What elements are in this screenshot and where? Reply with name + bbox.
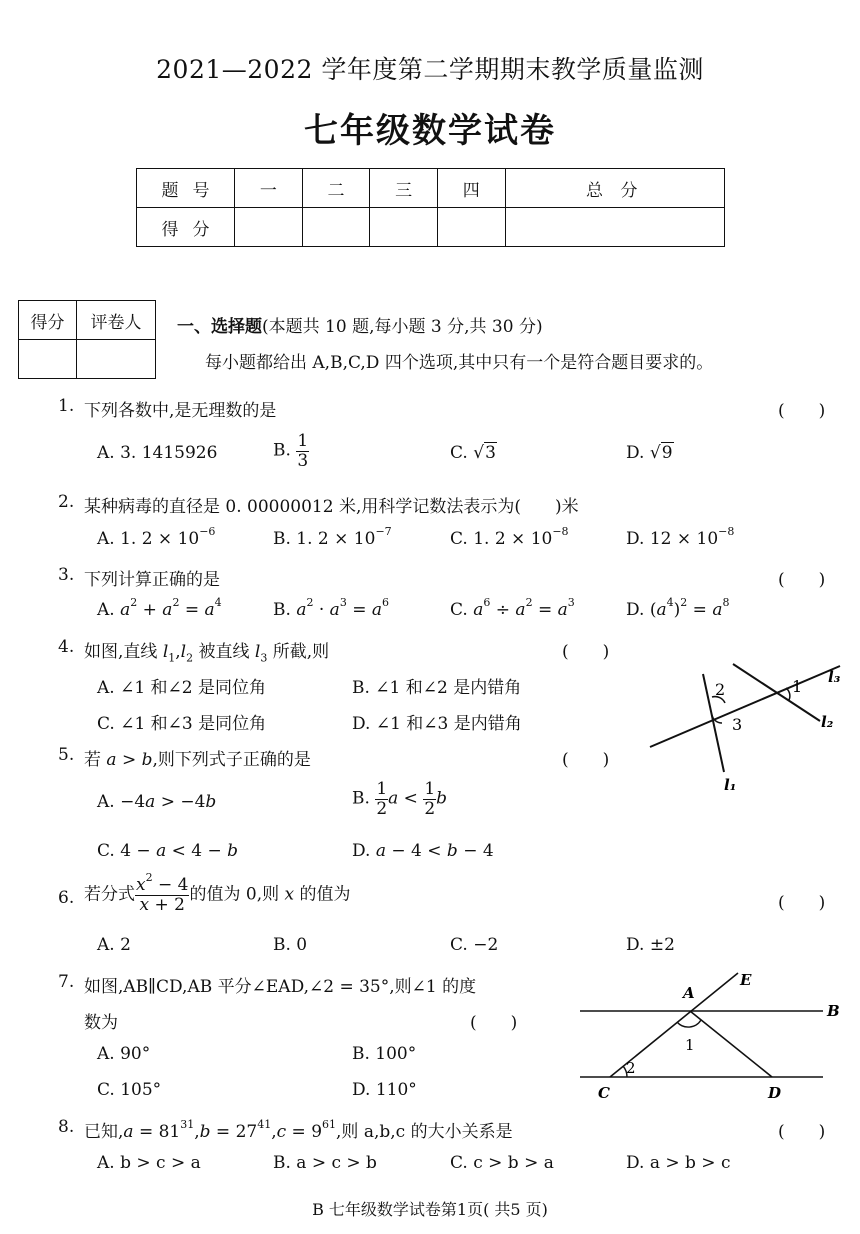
option-c[interactable] xyxy=(450,525,569,549)
exam-header: 2021—2022 学年度第二学期期末教学质量监测 xyxy=(156,55,704,84)
point-a-label: A xyxy=(683,984,695,1002)
answer-bracket[interactable]: ( ) xyxy=(470,1013,518,1033)
question-number: 6. xyxy=(58,888,75,908)
section-title: 一、选择题 xyxy=(177,317,262,337)
question-stem-cont: 数为 xyxy=(84,1013,118,1033)
answer-bracket[interactable]: ( ) xyxy=(562,642,610,662)
question-number: 1. xyxy=(58,396,75,416)
question-stem: 已知$,a = 81^{31},b = 27^{41},c = 9^{61}$,则 a,b,c 的大小关系是 xyxy=(84,1118,513,1142)
stem-text: 的值为 0,则 xyxy=(189,884,280,905)
exponent: −7 xyxy=(375,525,392,539)
score-col-4: 四 xyxy=(437,169,505,208)
option-c[interactable]: C. 105° xyxy=(97,1080,162,1100)
score-cell[interactable] xyxy=(370,208,438,247)
stem-text: 的值为 xyxy=(299,884,351,905)
score-cell[interactable] xyxy=(235,208,303,247)
section-instruction: 每小题都给出 A,B,C,D 四个选项,其中只有一个是符合题目要求的。 xyxy=(205,353,714,373)
option-c[interactable]: C. $a^6 \div a^2 = a^3$ xyxy=(450,596,575,620)
label-l3: l₃ xyxy=(828,668,841,686)
score-table xyxy=(136,168,725,247)
line-l2 xyxy=(733,664,820,721)
option-d[interactable] xyxy=(626,525,735,549)
score-col-1: 一 xyxy=(235,169,303,208)
answer-bracket[interactable]: ( ) xyxy=(778,570,826,590)
angle-label-2: 2 xyxy=(626,1059,636,1077)
option-c[interactable]: C. −2 xyxy=(450,935,499,955)
score-col-total: 总 分 xyxy=(505,169,725,208)
score-row-label: 得分 xyxy=(137,208,235,247)
option-d[interactable]: D. 110° xyxy=(352,1080,417,1100)
fraction: $\frac{x^2 - 4}{x + 2}$ xyxy=(136,871,189,915)
score-col-2: 二 xyxy=(302,169,370,208)
option-d[interactable]: D. a > b > c xyxy=(626,1153,731,1173)
option-d[interactable]: D. ±2 xyxy=(626,935,675,955)
section-note: (本题共 10 题,每小题 3 分,共 30 分) xyxy=(262,317,543,337)
option-text: B. 1. 2 × 10 xyxy=(273,529,376,549)
question-number: 3. xyxy=(58,565,75,585)
option-c[interactable]: C. ∠1 和∠3 是同位角 xyxy=(97,714,267,734)
option-d[interactable]: D. $(a^4)^2 = a^8$ xyxy=(626,596,730,620)
answer-bracket[interactable]: ( ) xyxy=(562,750,610,770)
line-l3 xyxy=(650,666,840,747)
option-d[interactable]: D. a − 4 < b − 4 xyxy=(352,841,494,861)
figure-q4-lines xyxy=(640,660,850,800)
stem-text: 若 xyxy=(84,750,101,770)
option-a[interactable]: A. ∠1 和∠2 是同位角 xyxy=(97,678,267,698)
point-e-label: E xyxy=(740,971,752,989)
option-c[interactable]: C. c > b > a xyxy=(450,1153,554,1173)
option-a[interactable]: A. $a^2 + a^2 = a^4$ xyxy=(97,596,222,620)
angle-label-1: 1 xyxy=(685,1036,695,1054)
stem-text: 若分式 xyxy=(84,884,135,905)
option-label: C. xyxy=(450,443,468,463)
section-heading xyxy=(177,312,543,337)
option-d[interactable]: D. ∠1 和∠3 是内错角 xyxy=(352,714,522,734)
question-number: 4. xyxy=(58,637,75,657)
option-text: D. 12 × 10 xyxy=(626,529,719,549)
option-c[interactable] xyxy=(450,443,497,463)
question-stem: 若分式 $\frac{x^2 - 4}{x + 2}$ 的值为 0,则 x 的值为 xyxy=(84,871,351,915)
option-a[interactable]: A. 2 xyxy=(97,935,131,955)
point-b-label: B xyxy=(827,1002,840,1020)
answer-bracket[interactable]: ( ) xyxy=(778,1122,826,1142)
sqrt-expression: √3 xyxy=(473,443,496,463)
grader-table xyxy=(18,300,156,379)
option-a[interactable]: A. −4a > −4b xyxy=(97,792,217,812)
option-b[interactable]: B. a > c > b xyxy=(273,1153,377,1173)
stem-text: ,则下列式子正确的是 xyxy=(152,750,311,770)
fraction xyxy=(296,432,309,470)
stem-text: 已知, xyxy=(84,1122,124,1142)
option-label: D. xyxy=(626,443,645,463)
option-label: B. xyxy=(273,440,291,461)
option-b[interactable] xyxy=(273,525,392,549)
label-l1: l₁ xyxy=(724,776,737,794)
score-cell[interactable] xyxy=(437,208,505,247)
radicand: 3 xyxy=(485,443,496,463)
option-a[interactable] xyxy=(97,525,216,549)
question-stem: 下列计算正确的是 xyxy=(84,570,220,590)
exponent: −8 xyxy=(552,525,569,539)
option-b[interactable]: B. $\frac{1}{2}$ a < $\frac{1}{2}$ b xyxy=(352,779,448,819)
angle-label-3: 3 xyxy=(732,715,743,734)
stem-text: ,则 a,b,c 的大小关系是 xyxy=(336,1122,513,1142)
option-text: A. 1. 2 × 10 xyxy=(97,529,200,549)
sqrt-expression: √9 xyxy=(649,443,673,463)
stem-text: 如图,直线 xyxy=(84,642,158,662)
numerator: 1 xyxy=(297,431,309,451)
question-number: 8. xyxy=(58,1117,75,1137)
option-c[interactable]: C. 4 − a < 4 − b xyxy=(97,841,239,861)
option-a[interactable]: A. 3. 1415926 xyxy=(97,443,218,463)
exponent: −6 xyxy=(199,525,216,539)
question-number: 5. xyxy=(58,745,75,765)
option-b[interactable]: B. ∠1 和∠2 是内错角 xyxy=(352,678,522,698)
option-text: C. 1. 2 × 10 xyxy=(450,529,553,549)
score-row-label: 题号 xyxy=(137,169,235,208)
page-footer: B 七年级数学试卷第1页( 共5 页) xyxy=(312,1200,548,1219)
denominator: 3 xyxy=(297,450,309,471)
option-b[interactable]: B. $a^2 \cdot a^3 = a^6$ xyxy=(273,596,390,620)
label-l2: l₂ xyxy=(821,713,834,731)
grader-cell[interactable] xyxy=(19,340,77,379)
score-col-3: 三 xyxy=(370,169,438,208)
radicand: 9 xyxy=(661,443,673,463)
answer-bracket[interactable]: ( ) xyxy=(778,401,826,421)
angle-label-1: 1 xyxy=(792,677,803,696)
score-cell[interactable] xyxy=(302,208,370,247)
angle-label-2: 2 xyxy=(715,680,726,699)
point-d-label: D xyxy=(768,1084,782,1102)
line-ad xyxy=(690,1011,772,1077)
question-stem: 若 a > b,则下列式子正确的是 xyxy=(84,750,311,770)
stem-text: 被直线 xyxy=(198,642,250,662)
question-number: 2. xyxy=(58,492,75,512)
option-b[interactable] xyxy=(273,432,309,470)
exam-title: 七年级数学试卷 xyxy=(304,111,556,151)
question-number: 7. xyxy=(58,972,75,992)
stem-text: 所截,则 xyxy=(272,642,330,662)
question-stem: 如图,直线 $l_1,l_2$ 被直线 $l_3$ 所截,则 xyxy=(84,642,330,665)
figure-q7-parallel xyxy=(575,965,845,1105)
option-a[interactable]: A. 90° xyxy=(97,1044,151,1064)
exponent: −8 xyxy=(718,525,735,539)
grader-cell[interactable] xyxy=(77,340,156,379)
question-stem: 某种病毒的直径是 0. 00000012 米,用科学记数法表示为( )米 xyxy=(84,497,579,517)
score-cell[interactable] xyxy=(505,208,725,247)
question-stem: 如图,AB∥CD,AB 平分∠EAD,∠2 = 35°,则∠1 的度 xyxy=(84,977,477,997)
grader-name-label: 评卷人 xyxy=(77,301,156,340)
option-b[interactable]: B. 100° xyxy=(352,1044,417,1064)
option-b[interactable]: B. 0 xyxy=(273,935,308,955)
option-a[interactable]: A. b > c > a xyxy=(97,1153,201,1173)
point-c-label: C xyxy=(598,1084,610,1102)
question-stem: 下列各数中,是无理数的是 xyxy=(84,401,277,421)
angle-1-arc xyxy=(677,1020,701,1027)
grader-score-label: 得分 xyxy=(19,301,77,340)
answer-bracket[interactable]: ( ) xyxy=(778,893,826,913)
option-d[interactable] xyxy=(626,443,674,463)
